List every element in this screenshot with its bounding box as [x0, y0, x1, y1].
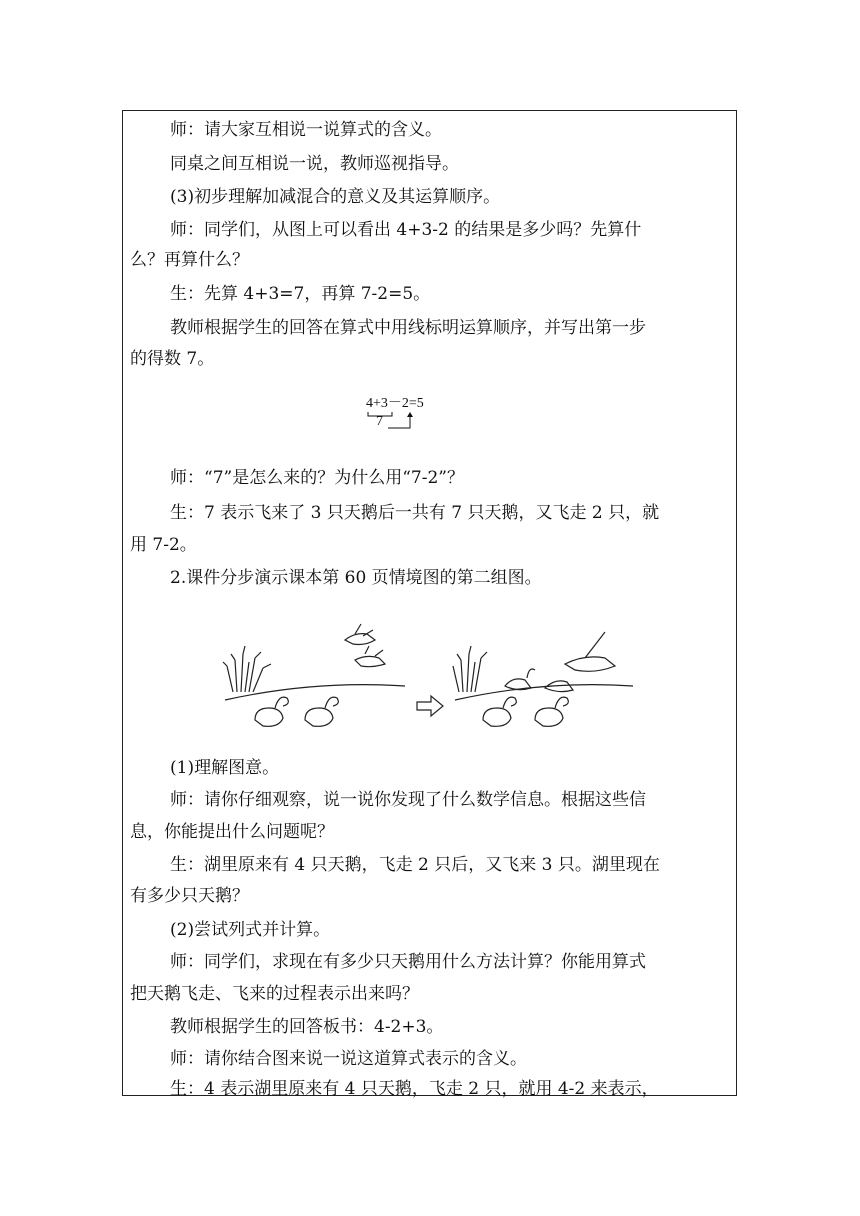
text-line-4: 师：同学们，从图上可以看出 4+3-2 的结果是多少吗？先算什	[170, 220, 642, 240]
text-line-9: 师：“7”是怎么来的？为什么用“7-2”？	[170, 468, 464, 488]
text-line-2: 同桌之间互相说一说，教师巡视指导。	[170, 154, 459, 174]
text-line-17: 有多少只天鹅？	[130, 886, 249, 906]
text-line-14: 师：请你仔细观察，说一说你发现了什么数学信息。根据这些信	[170, 790, 646, 810]
text-line-20: 把天鹅飞走、飞来的过程表示出来吗？	[130, 984, 419, 1004]
text-line-23: 生：4 表示湖里原来有 4 只天鹅，飞走 2 只，就用 4-2 来表示，	[170, 1079, 659, 1099]
reeds-left	[223, 646, 271, 692]
text-line-1: 师：请大家互相说一说算式的含义。	[170, 120, 442, 140]
text-line-15: 息，你能提出什么问题呢？	[130, 822, 334, 842]
equation-expression: 4+3－2=5	[366, 396, 424, 411]
shore-right	[455, 685, 633, 700]
text-line-7: 教师根据学生的回答在算式中用线标明运算顺序，并写出第一步	[170, 318, 646, 338]
text-line-22: 师：请你结合图来说一说这道算式表示的含义。	[170, 1049, 527, 1069]
text-line-8: 的得数 7。	[130, 349, 215, 369]
text-line-16: 生：湖里原来有 4 只天鹅，飞走 2 只后，又飞来 3 只。湖里现在	[170, 855, 660, 875]
text-line-21: 教师根据学生的回答板书：4-2+3。	[170, 1017, 444, 1037]
text-line-12: 2.课件分步演示课本第 60 页情境图的第二组图。	[170, 568, 542, 588]
text-line-10: 生：7 表示飞来了 3 只天鹅后一共有 7 只天鹅，又飞走 2 只，就	[170, 503, 660, 523]
shore-left	[225, 685, 405, 700]
order-marking-lines	[366, 410, 426, 434]
text-line-6: 生：先算 4+3=7，再算 7-2=5。	[170, 284, 431, 304]
reeds-right	[453, 646, 487, 692]
text-line-19: 师：同学们，求现在有多少只天鹅用什么方法计算？你能用算式	[170, 952, 646, 972]
text-line-11: 用 7-2。	[130, 535, 197, 555]
right-arrow-icon	[417, 696, 443, 716]
equation-diagram	[366, 396, 456, 436]
swan-scene-illustration	[205, 620, 635, 740]
text-line-13: (1)理解图意。	[170, 758, 280, 778]
equation-partial-result: 7	[376, 414, 383, 429]
text-line-3: (3)初步理解加减混合的意义及其运算顺序。	[170, 187, 501, 207]
text-line-5: 么？再算什么？	[130, 250, 249, 270]
text-line-18: (2)尝试列式并计算。	[170, 920, 331, 940]
